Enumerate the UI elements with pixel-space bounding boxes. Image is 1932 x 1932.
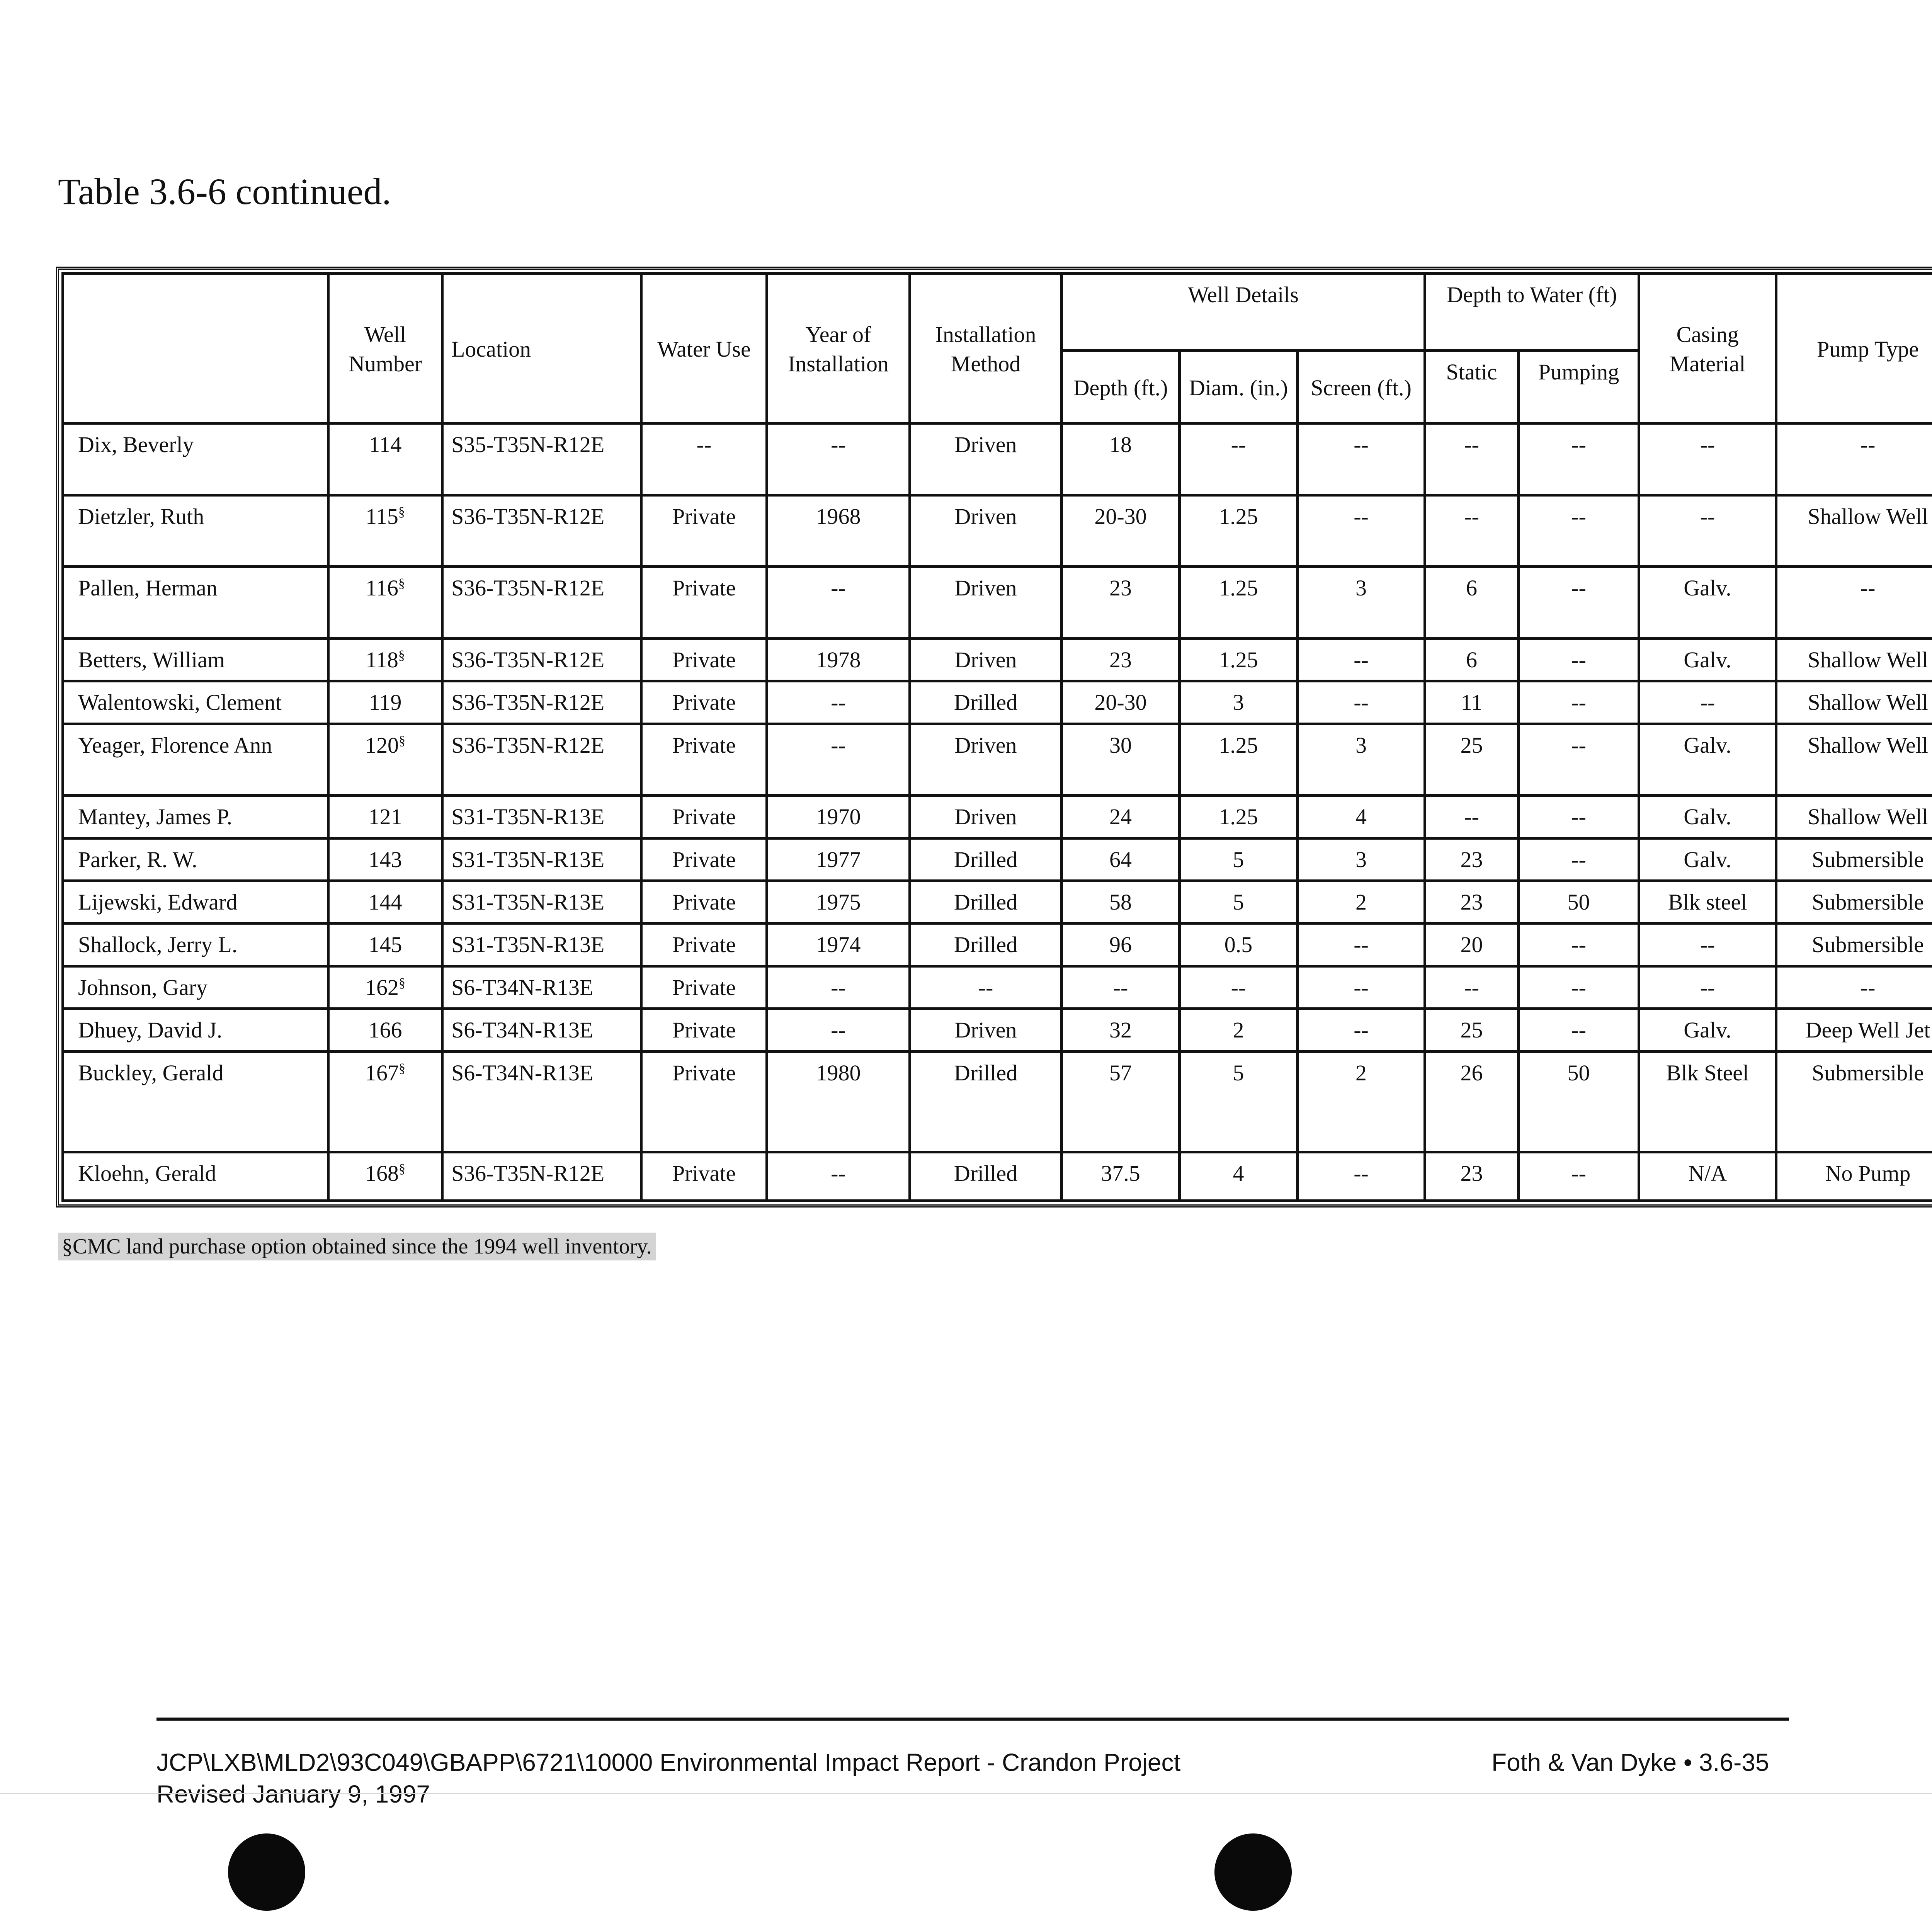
header-location: Location [442,274,641,423]
cell-year: 1975 [767,881,910,923]
header-water-use: Water Use [641,274,767,423]
cell-year: -- [767,681,910,724]
well-number-value: 143 [368,847,402,872]
cell-depth: 37.5 [1062,1152,1180,1201]
cell-diam: 3 [1180,681,1298,724]
cell-casing: N/A [1639,1152,1776,1201]
header-diam: Diam. (in.) [1180,351,1298,423]
cell-method: Driven [910,638,1062,681]
cell-water-use: Private [641,966,767,1009]
cell-year: -- [767,1152,910,1201]
land-option-mark: § [398,648,405,663]
cell-casing: Galv. [1639,567,1776,639]
cell-water-use: Private [641,1051,767,1152]
land-option-mark: § [399,1061,405,1076]
table-row [63,1009,1932,1051]
header-method: Installation Method [910,274,1062,423]
cell-year: -- [767,423,910,495]
cell-screen: -- [1298,638,1425,681]
cell-method: Driven [910,567,1062,639]
cell-screen: -- [1298,966,1425,1009]
well-number-value: 115 [366,503,398,529]
cell-pumping: -- [1519,638,1639,681]
cell-screen: -- [1298,681,1425,724]
header-casing: Casing Material [1639,274,1776,423]
header-pump-type: Pump Type [1776,274,1932,423]
cell-method: -- [910,966,1062,1009]
cell-casing: -- [1639,923,1776,966]
cell-pump-type: Shallow Well [1776,495,1932,567]
footnote: §CMC land purchase option obtained since the 1994 well inventory. [58,1233,656,1260]
cell-screen: -- [1298,495,1425,567]
cell-location: S6-T34N-R13E [442,1009,641,1051]
cell-location: S36-T35N-R12E [442,1152,641,1201]
cell-static: -- [1425,495,1519,567]
cell-pumping: 50 [1519,881,1639,923]
cell-method: Drilled [910,881,1062,923]
cell-pump-type: Shallow Well [1776,796,1932,838]
cell-pumping: -- [1519,495,1639,567]
cell-casing: Galv. [1639,796,1776,838]
cell-water-use: Private [641,638,767,681]
cell-method: Drilled [910,681,1062,724]
cell-method: Drilled [910,1152,1062,1201]
cell-diam: 1.25 [1180,567,1298,639]
cell-location: S36-T35N-R12E [442,724,641,796]
cell-pumping: -- [1519,724,1639,796]
cell-year: 1974 [767,923,910,966]
cell-screen: 3 [1298,567,1425,639]
cell-name: Mantey, James P. [63,796,328,838]
cell-water-use: Private [641,567,767,639]
cell-well-number [328,681,442,724]
cell-depth: 18 [1062,423,1180,495]
header-screen: Screen (ft.) [1298,351,1425,423]
table-row [63,796,1932,838]
cell-pump-type: Submersible [1776,881,1932,923]
cell-location: S31-T35N-R13E [442,923,641,966]
cell-static: 23 [1425,838,1519,881]
cell-method: Driven [910,495,1062,567]
cell-pumping: -- [1519,966,1639,1009]
well-number-value: 118 [366,647,398,672]
cell-pump-type: Submersible [1776,838,1932,881]
cell-depth: 23 [1062,567,1180,639]
cell-year: 1970 [767,796,910,838]
table-row [63,838,1932,881]
cell-depth: 30 [1062,724,1180,796]
cell-well-number [328,881,442,923]
cell-pump-type: Deep Well Jet [1776,1009,1932,1051]
cell-screen: -- [1298,423,1425,495]
cell-name: Betters, William [63,638,328,681]
cell-depth: 20-30 [1062,681,1180,724]
cell-name: Dhuey, David J. [63,1009,328,1051]
cell-water-use: Private [641,681,767,724]
cell-year: -- [767,1009,910,1051]
cell-static: 6 [1425,638,1519,681]
footer-path-title: JCP\LXB\MLD2\93C049\GBAPP\6721\10000 Environmental Impact Report - Crandon Project [156,1748,1181,1776]
cell-casing: Blk steel [1639,881,1776,923]
well-inventory-table-frame [56,267,1932,1208]
cell-depth: 64 [1062,838,1180,881]
land-option-mark: § [399,1162,405,1177]
table-row [63,423,1932,495]
table-row [63,881,1932,923]
table-row [63,495,1932,567]
well-number-value: 121 [368,804,402,830]
cell-pump-type: Shallow Well [1776,724,1932,796]
cell-name: Johnson, Gary [63,966,328,1009]
cell-well-number [328,1051,442,1152]
well-number-value: 116 [366,575,398,601]
cell-diam: 5 [1180,838,1298,881]
cell-pumping: 50 [1519,1051,1639,1152]
header-well-number: Well Number [328,274,442,423]
cell-static: 25 [1425,724,1519,796]
cell-depth: 23 [1062,638,1180,681]
cell-depth: 57 [1062,1051,1180,1152]
cell-year: 1977 [767,838,910,881]
well-number-value: 166 [368,1017,402,1043]
cell-name: Yeager, Florence Ann [63,724,328,796]
cell-diam: 1.25 [1180,495,1298,567]
cell-screen: -- [1298,1152,1425,1201]
cell-water-use: Private [641,1152,767,1201]
well-inventory-table [61,272,1932,1202]
cell-diam: 5 [1180,881,1298,923]
cell-pump-type: Submersible [1776,1051,1932,1152]
table-row [63,638,1932,681]
land-option-mark: § [399,733,405,748]
cell-casing: -- [1639,966,1776,1009]
table-body [63,423,1932,1201]
cell-well-number [328,567,442,639]
cell-name: Buckley, Gerald [63,1051,328,1152]
cell-screen: 3 [1298,724,1425,796]
cell-static: 20 [1425,923,1519,966]
table-row [63,1152,1932,1201]
cell-year: -- [767,567,910,639]
header-year: Year of Installation [767,274,910,423]
cell-year: -- [767,724,910,796]
cell-location: S6-T34N-R13E [442,966,641,1009]
cell-diam: 2 [1180,1009,1298,1051]
page-title: Table 3.6-6 continued. [58,171,391,212]
table-row [63,724,1932,796]
well-number-value: 168 [365,1161,399,1186]
cell-casing: -- [1639,423,1776,495]
table-row [63,1051,1932,1152]
cell-water-use: Private [641,1009,767,1051]
cell-year: 1968 [767,495,910,567]
cell-depth: 58 [1062,881,1180,923]
cell-depth: 32 [1062,1009,1180,1051]
cell-method: Driven [910,423,1062,495]
cell-method: Drilled [910,1051,1062,1152]
cell-pumping: -- [1519,1009,1639,1051]
cell-static: 23 [1425,881,1519,923]
cell-pump-type: Submersible [1776,923,1932,966]
cell-location: S36-T35N-R12E [442,495,641,567]
cell-static: 25 [1425,1009,1519,1051]
cell-static: 26 [1425,1051,1519,1152]
cell-well-number [328,1152,442,1201]
cell-screen: 4 [1298,796,1425,838]
footer-rule [156,1718,1789,1721]
cell-casing: Galv. [1639,638,1776,681]
cell-diam: 0.5 [1180,923,1298,966]
cell-name: Lijewski, Edward [63,881,328,923]
cell-pump-type: Shallow Well [1776,681,1932,724]
cell-pumping: -- [1519,567,1639,639]
header-name [63,274,328,423]
header-pumping: Pumping [1519,351,1639,423]
cell-static: -- [1425,796,1519,838]
header-static: Static [1425,351,1519,423]
table-row [63,567,1932,639]
cell-water-use: -- [641,423,767,495]
punch-hole-center [1214,1833,1292,1911]
table-row [63,681,1932,724]
cell-well-number [328,1009,442,1051]
cell-diam: 1.25 [1180,724,1298,796]
cell-water-use: Private [641,796,767,838]
cell-location: S31-T35N-R13E [442,838,641,881]
footer-left [156,1747,1180,1810]
cell-screen: 2 [1298,1051,1425,1152]
cell-water-use: Private [641,495,767,567]
cell-casing: Blk Steel [1639,1051,1776,1152]
table-header [63,274,1932,423]
cell-water-use: Private [641,838,767,881]
cell-method: Driven [910,724,1062,796]
cell-water-use: Private [641,881,767,923]
cell-location: S6-T34N-R13E [442,1051,641,1152]
cell-screen: -- [1298,923,1425,966]
cell-well-number [328,838,442,881]
cell-location: S36-T35N-R12E [442,638,641,681]
well-number-value: 162 [365,975,399,1000]
cell-pumping: -- [1519,838,1639,881]
cell-well-number [328,638,442,681]
footer-page-info: Foth & Van Dyke • 3.6-35 [1492,1748,1769,1776]
cell-method: Driven [910,1009,1062,1051]
cell-casing: Galv. [1639,1009,1776,1051]
cell-casing: Galv. [1639,838,1776,881]
cell-casing: Galv. [1639,724,1776,796]
scan-edge-line [0,1793,1932,1794]
header-depth: Depth (ft.) [1062,351,1180,423]
cell-name: Parker, R. W. [63,838,328,881]
cell-pump-type: -- [1776,966,1932,1009]
cell-name: Dix, Beverly [63,423,328,495]
cell-location: S36-T35N-R12E [442,681,641,724]
cell-static: 6 [1425,567,1519,639]
cell-depth: 24 [1062,796,1180,838]
cell-depth: 20-30 [1062,495,1180,567]
cell-water-use: Private [641,724,767,796]
cell-name: Walentowski, Clement [63,681,328,724]
cell-pumping: -- [1519,796,1639,838]
cell-name: Pallen, Herman [63,567,328,639]
cell-location: S31-T35N-R13E [442,881,641,923]
well-number-value: 167 [365,1060,399,1085]
cell-static: -- [1425,423,1519,495]
cell-diam: 4 [1180,1152,1298,1201]
well-number-value: 145 [368,932,402,957]
cell-casing: -- [1639,681,1776,724]
cell-name: Kloehn, Gerald [63,1152,328,1201]
cell-pumping: -- [1519,1152,1639,1201]
cell-method: Driven [910,796,1062,838]
header-depth-to-water: Depth to Water (ft) [1425,274,1639,351]
well-number-value: 114 [369,432,402,457]
land-option-mark: § [398,576,405,591]
footer-revised: Revised January 9, 1997 [156,1780,430,1808]
cell-well-number [328,923,442,966]
cell-diam: -- [1180,966,1298,1009]
cell-pump-type: -- [1776,567,1932,639]
cell-location: S35-T35N-R12E [442,423,641,495]
cell-well-number [328,966,442,1009]
cell-name: Shallock, Jerry L. [63,923,328,966]
cell-diam: 5 [1180,1051,1298,1152]
cell-pumping: -- [1519,423,1639,495]
land-option-mark: § [398,505,405,519]
cell-pumping: -- [1519,923,1639,966]
cell-year: -- [767,966,910,1009]
cell-well-number [328,724,442,796]
cell-diam: -- [1180,423,1298,495]
cell-pumping: -- [1519,681,1639,724]
cell-year: 1980 [767,1051,910,1152]
well-number-value: 144 [368,889,402,915]
well-number-value: 120 [365,732,399,758]
cell-screen: 3 [1298,838,1425,881]
table-row [63,923,1932,966]
cell-depth: -- [1062,966,1180,1009]
cell-location: S31-T35N-R13E [442,796,641,838]
cell-casing: -- [1639,495,1776,567]
cell-diam: 1.25 [1180,796,1298,838]
cell-well-number [328,796,442,838]
table-row [63,966,1932,1009]
cell-screen: -- [1298,1009,1425,1051]
cell-well-number [328,423,442,495]
cell-diam: 1.25 [1180,638,1298,681]
cell-static: 11 [1425,681,1519,724]
cell-method: Drilled [910,838,1062,881]
cell-pump-type: Shallow Well [1776,638,1932,681]
cell-static: -- [1425,966,1519,1009]
cell-water-use: Private [641,923,767,966]
punch-hole-left [228,1833,305,1911]
cell-depth: 96 [1062,923,1180,966]
cell-name: Dietzler, Ruth [63,495,328,567]
cell-method: Drilled [910,923,1062,966]
cell-pump-type: No Pump [1776,1152,1932,1201]
cell-pump-type: -- [1776,423,1932,495]
well-number-value: 119 [369,690,402,715]
cell-well-number [328,495,442,567]
cell-year: 1978 [767,638,910,681]
cell-screen: 2 [1298,881,1425,923]
cell-location: S36-T35N-R12E [442,567,641,639]
header-well-details: Well Details [1062,274,1425,351]
cell-static: 23 [1425,1152,1519,1201]
land-option-mark: § [399,976,405,990]
